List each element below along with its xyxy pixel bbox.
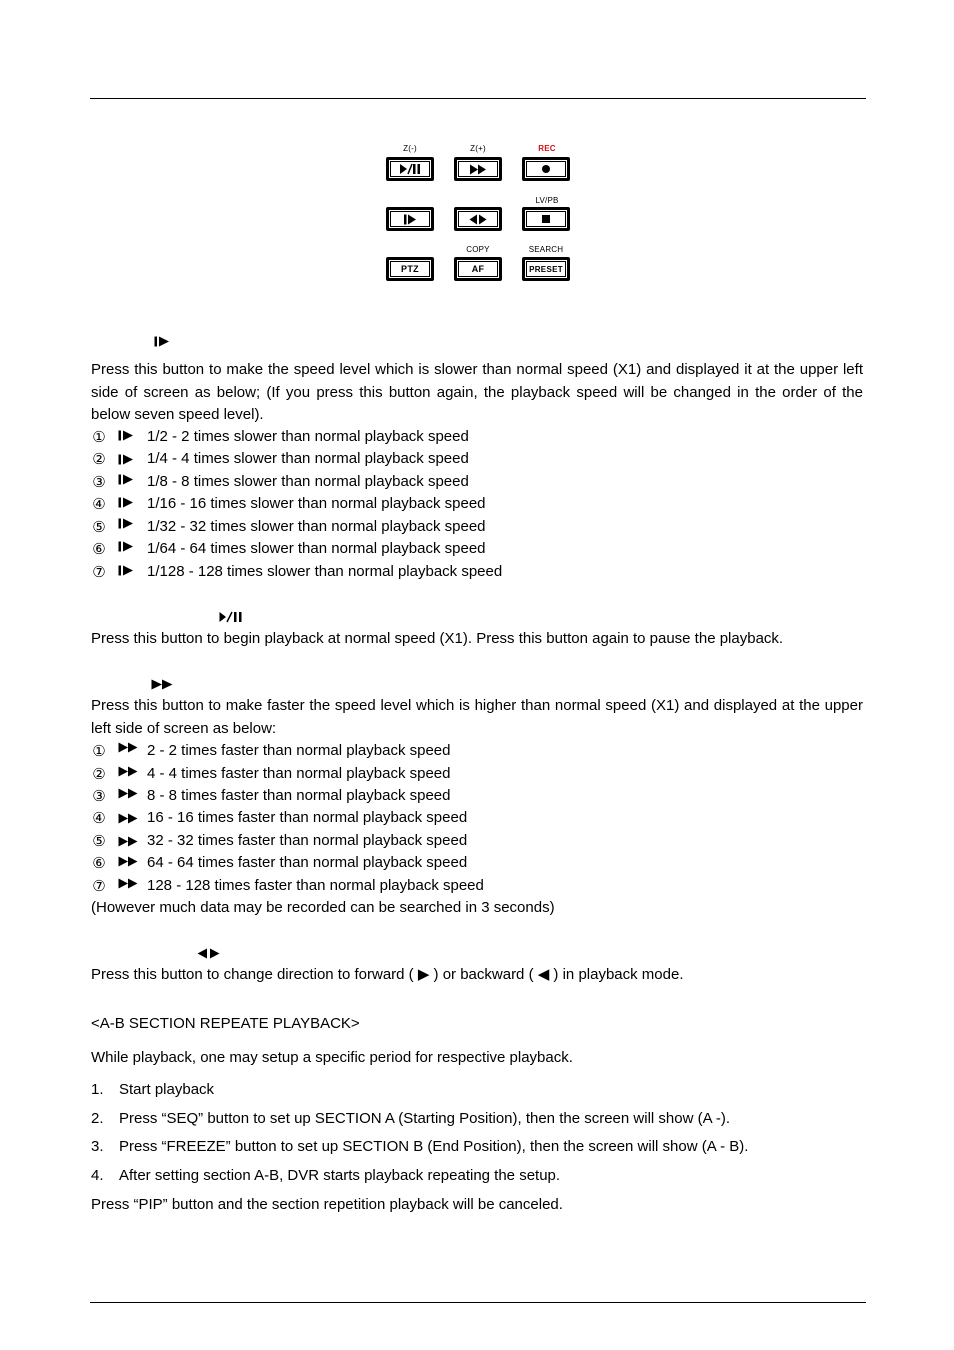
header-rule (90, 98, 866, 99)
fast-forward-icon (118, 856, 138, 867)
list-number: ⑥ (92, 855, 106, 872)
slow-play-icon (118, 518, 134, 529)
play-pause-icon (219, 611, 247, 623)
direction-button[interactable] (454, 207, 502, 231)
fast-forward-icon (118, 766, 138, 777)
direction-description: Press this button to change direction to forward ( ▶ ) or backward ( ◀ ) in playback mode. (91, 966, 684, 983)
list-text: 1/8 - 8 times slower than normal playback speed (147, 473, 469, 490)
list-text: 2 - 2 times faster than normal playback speed (147, 742, 451, 759)
af-button[interactable] (454, 257, 502, 281)
list-number: ⑤ (92, 519, 106, 536)
list-text: 128 - 128 times faster than normal playback speed (147, 877, 484, 894)
record-button[interactable] (522, 157, 570, 181)
slow-play-icon (118, 454, 134, 465)
list-number: ⑦ (92, 564, 106, 581)
ab-outro: Press “PIP” button and the section repetition playback will be canceled. (91, 1196, 563, 1213)
button-label-zoom-in: Z(+) (470, 144, 486, 153)
step-text: After setting section A-B, DVR starts playback repeating the setup. (119, 1167, 561, 1184)
fast-note: (However much data may be recorded can be searched in 3 seconds) (91, 899, 555, 916)
play-description: Press this button to begin playback at normal speed (X1). Press this button again to pause the playback. (91, 630, 784, 647)
step-number: 4. (91, 1167, 104, 1184)
list-number: ② (92, 766, 106, 783)
list-number: ① (92, 743, 106, 760)
list-text: 1/128 - 128 times slower than normal playback speed (147, 563, 503, 580)
fast-description: Press this button to make faster the speed level which is higher than normal speed (X1) and displayed at the upper left side of screen as below: (91, 697, 863, 737)
list-text: 8 - 8 times faster than normal playback speed (147, 787, 451, 804)
list-number: ③ (92, 474, 106, 491)
preset-button[interactable] (522, 257, 570, 281)
list-number: ⑥ (92, 541, 106, 558)
fast-forward-icon (118, 788, 138, 799)
list-text: 4 - 4 times faster than normal playback speed (147, 765, 451, 782)
list-number: ⑤ (92, 833, 106, 850)
fast-forward-icon (469, 164, 487, 175)
list-number: ② (92, 451, 106, 468)
ptz-button-label: PTZ (401, 264, 419, 274)
fast-forward-icon (118, 836, 138, 847)
button-label-search: SEARCH (528, 245, 564, 254)
stop-icon (541, 214, 551, 224)
list-text: 1/4 - 4 times slower than normal playback speed (147, 450, 469, 467)
ptz-button[interactable] (386, 257, 434, 281)
fast-forward-icon (118, 742, 138, 753)
step-text: Press “SEQ” button to set up SECTION A (Starting Position), then the screen will show (A -). (119, 1110, 731, 1127)
list-number: ④ (92, 810, 106, 827)
step-number: 2. (91, 1110, 104, 1127)
step-text: Press “FREEZE” button to set up SECTION B (End Position), then the screen will show (A - B). (119, 1138, 749, 1155)
fast-forward-button[interactable] (454, 157, 502, 181)
list-number: ③ (92, 788, 106, 805)
list-text: 1/64 - 64 times slower than normal playback speed (147, 540, 486, 557)
button-label-zoom-out: Z(-) (403, 144, 417, 153)
slow-play-icon (118, 474, 134, 485)
slow-play-icon (154, 336, 170, 347)
direction-icon (197, 948, 221, 959)
slow-description: Press this button to make the speed level which is slower than normal speed (X1) and displayed it at the upper left side of screen as below; (If you press this button again, the playback speed will be changed in the order of the below seven speed level). (91, 361, 863, 423)
footer-rule (90, 1302, 866, 1303)
slow-play-icon (403, 214, 417, 225)
list-number: ④ (92, 496, 106, 513)
step-text: Start playback (119, 1081, 215, 1098)
list-number: ⑦ (92, 878, 106, 895)
slow-play-icon (118, 497, 134, 508)
direction-icon (469, 214, 487, 225)
af-button-label: AF (471, 264, 485, 274)
stop-button[interactable] (522, 207, 570, 231)
step-number: 1. (91, 1081, 104, 1098)
button-label-rec: REC (538, 144, 556, 153)
slow-play-button[interactable] (386, 207, 434, 231)
list-text: 1/16 - 16 times slower than normal playback speed (147, 495, 486, 512)
ab-heading: <A-B SECTION REPEATE PLAYBACK> (91, 1015, 360, 1032)
button-label-copy: COPY (466, 245, 490, 254)
list-text: 32 - 32 times faster than normal playback speed (147, 832, 468, 849)
list-number: ① (92, 429, 106, 446)
fast-forward-icon (118, 813, 138, 824)
preset-button-label: PRESET (529, 264, 563, 274)
play-pause-icon (399, 163, 421, 175)
play-pause-button[interactable] (386, 157, 434, 181)
record-dot-icon (541, 164, 551, 174)
list-text: 1/2 - 2 times slower than normal playback speed (147, 428, 469, 445)
ab-intro: While playback, one may setup a specific period for respective playback. (91, 1049, 573, 1066)
list-text: 64 - 64 times faster than normal playback speed (147, 854, 468, 871)
fast-forward-icon (151, 679, 173, 690)
slow-play-icon (118, 430, 134, 441)
slow-play-icon (118, 565, 134, 576)
slow-play-icon (118, 541, 134, 552)
list-text: 1/32 - 32 times slower than normal playback speed (147, 518, 486, 535)
fast-forward-icon (118, 878, 138, 889)
button-label-lv-pb: LV/PB (535, 196, 559, 205)
step-number: 3. (91, 1138, 104, 1155)
list-text: 16 - 16 times faster than normal playback speed (147, 809, 468, 826)
